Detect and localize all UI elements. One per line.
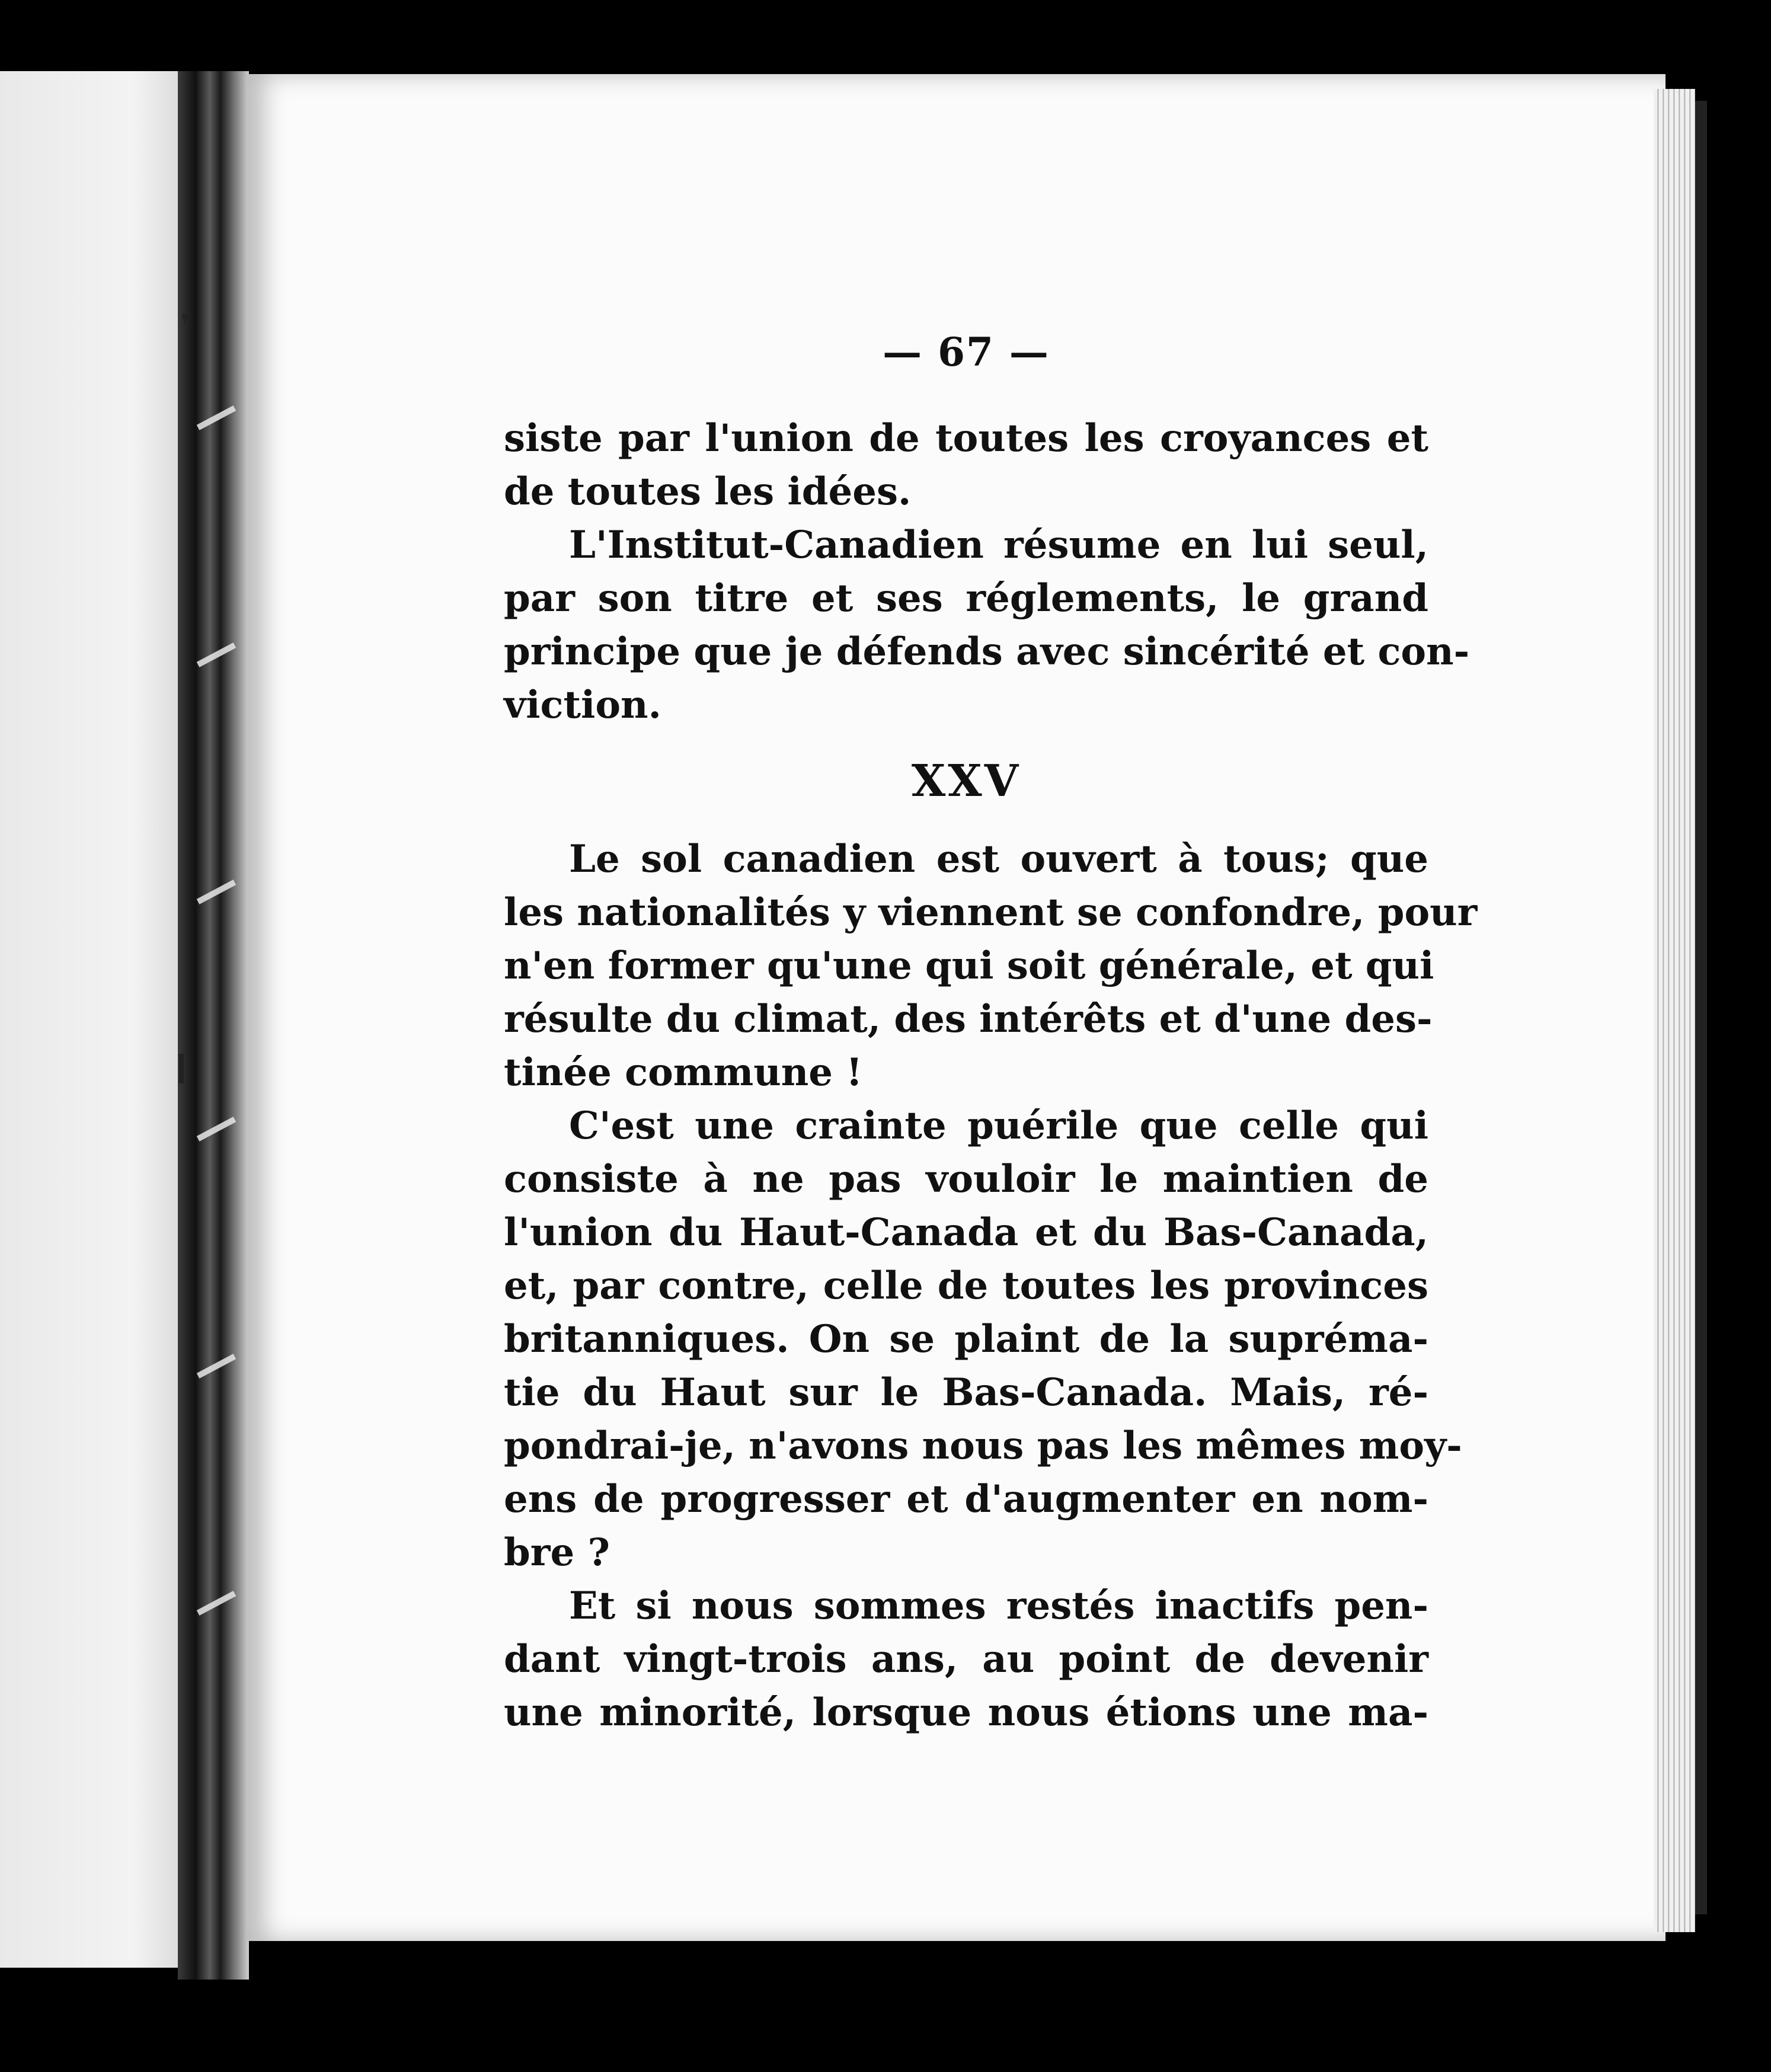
text-line: Et si nous sommes restés inactifs pen- — [569, 1584, 1428, 1628]
text-line: Le sol canadien est ouvert à tous; que — [569, 837, 1428, 881]
text-line: n'en former qu'une qui soit générale, et qui — [504, 944, 1434, 988]
text-line: tinée commune ! — [504, 1050, 863, 1095]
text-line: l'union du Haut-Canada et du Bas-Canada, — [504, 1210, 1428, 1255]
left-page-fragment — [0, 71, 190, 1968]
text-line: bre ? — [504, 1530, 610, 1575]
paragraph — [504, 1099, 1462, 1579]
paragraph — [504, 412, 1428, 519]
paragraph — [504, 833, 1478, 1099]
text-line: pondrai-je, n'avons nous pas les mêmes moy- — [504, 1424, 1462, 1468]
page-edges — [1654, 89, 1695, 1932]
margin-speck: ❙ — [169, 1049, 194, 1083]
paragraph — [504, 519, 1470, 732]
text-line: par son titre et ses réglements, le grand — [504, 576, 1428, 621]
text-line: C'est une crainte puérile que celle qui — [569, 1104, 1428, 1148]
page-text — [504, 329, 1478, 1740]
text-line: viction. — [504, 683, 661, 727]
paragraph — [504, 1579, 1428, 1740]
text-line: et, par contre, celle de toutes les provinces — [504, 1264, 1428, 1308]
margin-speck: ❜ — [181, 308, 191, 343]
page-number: — 67 — — [883, 329, 1050, 375]
text-line: consiste à ne pas vouloir le maintien de — [504, 1157, 1428, 1201]
section-heading: XXV — [911, 756, 1021, 807]
text-line: siste par l'union de toutes les croyances et — [504, 416, 1428, 461]
book-gutter — [178, 71, 249, 1980]
page-edge-shadow — [1695, 101, 1707, 1914]
text-line: résulte du climat, des intérêts et d'une des- — [504, 997, 1433, 1041]
text-line: dant vingt-trois ans, au point de devenir — [504, 1637, 1428, 1681]
text-line: une minorité, lorsque nous étions une ma- — [504, 1690, 1428, 1735]
text-line: les nationalités y viennent se confondre, pour — [504, 890, 1478, 935]
text-line: tie du Haut sur le Bas-Canada. Mais, ré- — [504, 1370, 1428, 1415]
text-line: L'Institut-Canadien résume en lui seul, — [569, 523, 1428, 567]
text-line: de toutes les idées. — [504, 469, 912, 514]
text-line: principe que je défends avec sincérité et con- — [504, 629, 1470, 674]
text-line: ens de progresser et d'augmenter en nom- — [504, 1477, 1428, 1521]
text-line: britanniques. On se plaint de la supréma- — [504, 1317, 1428, 1361]
